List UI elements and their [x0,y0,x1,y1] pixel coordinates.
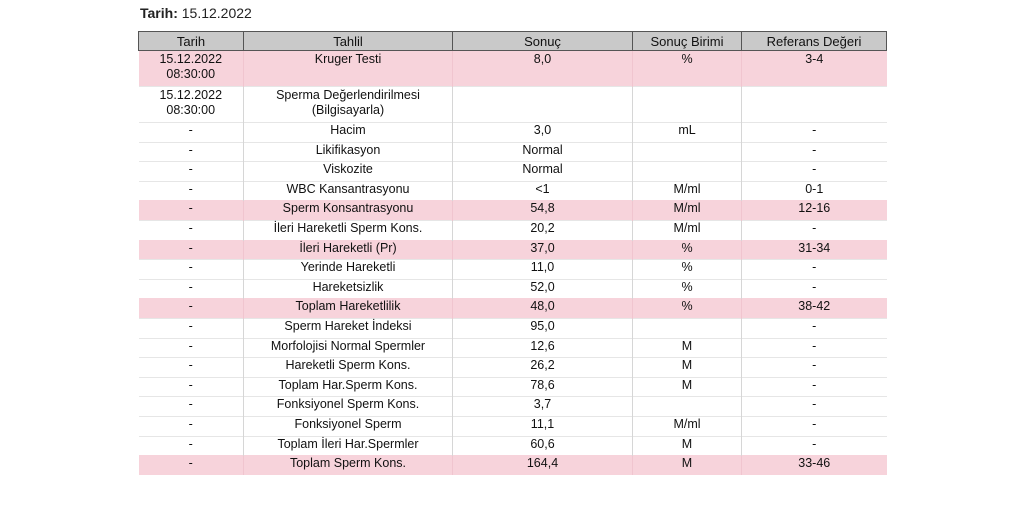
results-table [138,31,887,475]
cell-date [139,377,244,397]
cell-test [244,318,453,338]
cell-reference: - [742,377,887,397]
table-row [139,162,887,182]
cell-unit: % [633,240,742,260]
cell-result: 54,8 [453,201,633,221]
column-header-unit: Sonuç Birimi [633,32,742,51]
cell-date-value: - [188,260,193,275]
cell-test [244,456,453,475]
cell-date-value: - [188,142,193,157]
cell-test-name: Toplam Sperm Kons. [289,456,407,471]
table-row [139,220,887,240]
cell-date-value: - [188,299,193,314]
cell-test [244,299,453,319]
cell-result: 52,0 [453,279,633,299]
cell-reference: - [742,162,887,182]
cell-date-value: - [188,279,193,294]
cell-test [244,181,453,201]
cell-date [139,87,244,123]
cell-reference: - [742,338,887,358]
cell-test-name: Yerinde Hareketli [300,260,396,275]
cell-date-value: - [188,181,193,196]
cell-result: 11,1 [453,416,633,436]
cell-date [139,142,244,162]
cell-test-name: İleri Hareketli (Pr) [299,240,397,255]
table-row [139,397,887,417]
cell-reference: - [742,318,887,338]
cell-date [139,220,244,240]
cell-reference: 33-46 [742,456,887,475]
cell-time-value: 08:30:00 [166,103,216,117]
cell-test-name: Hacim [330,123,366,137]
cell-reference: 12-16 [742,201,887,221]
cell-test-name: Hareketli Sperm Kons. [285,358,411,373]
cell-test [244,162,453,182]
cell-reference: 31-34 [742,240,887,260]
cell-reference: - [742,358,887,378]
cell-result: <1 [453,181,633,201]
cell-reference: - [742,397,887,417]
cell-unit: % [633,51,742,87]
report-date-line [140,5,252,21]
cell-unit: % [633,299,742,319]
cell-test-name: Toplam Hareketlilik [295,299,401,314]
cell-result [453,87,633,123]
cell-unit: mL [633,123,742,143]
cell-date [139,279,244,299]
cell-test-name: Sperm Hareket İndeksi [284,318,412,333]
cell-unit: M/ml [633,181,742,201]
cell-date [139,456,244,475]
cell-test-name: Fonksiyonel Sperm [294,416,402,431]
table-row [139,201,887,221]
cell-result: 3,0 [453,123,633,143]
table-row [139,240,887,260]
table-row [139,456,887,475]
cell-date [139,358,244,378]
cell-test [244,338,453,358]
cell-test-name: Hareketsizlik [312,279,384,294]
cell-result: Normal [453,142,633,162]
column-header-reference: Referans Değeri [742,32,887,51]
cell-result: 8,0 [453,51,633,87]
table-row [139,123,887,143]
cell-test [244,416,453,436]
cell-test-name: İleri Hareketli Sperm Kons. [273,220,423,235]
cell-unit: M [633,436,742,456]
table-row [139,87,887,123]
cell-result: 60,6 [453,436,633,456]
cell-date [139,338,244,358]
cell-test [244,377,453,397]
table-row [139,181,887,201]
cell-unit: % [633,260,742,280]
cell-test-name: Morfolojisi Normal Spermler [270,338,426,353]
cell-test-name: Kruger Testi [314,52,382,66]
column-header-test: Tahlil [244,32,453,51]
table-row [139,377,887,397]
cell-reference: 38-42 [742,299,887,319]
table-row [139,142,887,162]
cell-unit [633,162,742,182]
cell-reference: 3-4 [742,51,887,87]
cell-unit [633,318,742,338]
cell-date-value: - [188,358,193,373]
cell-result: 3,7 [453,397,633,417]
table-row [139,260,887,280]
cell-test [244,436,453,456]
cell-result: 48,0 [453,299,633,319]
cell-unit: % [633,279,742,299]
cell-test [244,220,453,240]
cell-date [139,123,244,143]
table-row [139,318,887,338]
cell-reference: - [742,220,887,240]
cell-time-value: 08:30:00 [166,67,216,81]
cell-test-name: Toplam Har.Sperm Kons. [278,377,418,392]
cell-date [139,181,244,201]
cell-test [244,397,453,417]
cell-date-value: - [188,123,193,137]
cell-unit: M [633,338,742,358]
cell-date [139,201,244,221]
table-row [139,279,887,299]
cell-test [244,240,453,260]
cell-date-value: - [188,201,193,216]
cell-result: 78,6 [453,377,633,397]
table-header-row [139,32,887,51]
cell-date-value: - [188,162,193,177]
cell-date-value: - [188,397,193,412]
report-date-value: 15.12.2022 [181,5,252,21]
cell-date-value: - [188,318,193,333]
cell-date [139,162,244,182]
cell-result: 37,0 [453,240,633,260]
cell-test [244,123,453,143]
cell-date-value: 15.12.2022 [159,88,223,102]
cell-test-name: Fonksiyonel Sperm Kons. [276,397,420,412]
cell-reference: - [742,260,887,280]
cell-date [139,416,244,436]
cell-reference: - [742,436,887,456]
cell-test-name: Sperma Değerlendirilmesi [276,88,420,102]
cell-date [139,397,244,417]
cell-result: 95,0 [453,318,633,338]
cell-unit [633,397,742,417]
cell-result: 164,4 [453,456,633,475]
cell-reference [742,87,887,123]
cell-date [139,436,244,456]
cell-test-name-line2: (Bilgisayarla) [311,103,385,117]
cell-date-value: - [188,456,193,471]
cell-result: 11,0 [453,260,633,280]
cell-reference: - [742,142,887,162]
cell-unit: M/ml [633,416,742,436]
cell-unit: M [633,377,742,397]
table-row [139,416,887,436]
cell-test-name: Likifikasyon [315,142,381,157]
column-header-date: Tarih [139,32,244,51]
cell-date-value: 15.12.2022 [159,52,223,66]
table-row [139,436,887,456]
cell-test-name: Viskozite [323,162,373,177]
table-row [139,338,887,358]
cell-unit [633,142,742,162]
cell-date-value: - [188,338,193,353]
cell-date [139,51,244,87]
cell-unit [633,87,742,123]
cell-reference: - [742,123,887,143]
cell-date-value: - [188,220,193,235]
cell-result: 12,6 [453,338,633,358]
cell-test [244,201,453,221]
cell-date [139,260,244,280]
cell-date-value: - [188,436,193,451]
cell-test [244,279,453,299]
cell-unit: M/ml [633,220,742,240]
cell-date-value: - [188,377,193,392]
column-header-result: Sonuç [453,32,633,51]
table-row [139,51,887,87]
cell-unit: M [633,358,742,378]
cell-date [139,318,244,338]
cell-date [139,240,244,260]
cell-test [244,358,453,378]
report-date-label: Tarih: [140,5,178,21]
cell-result: 26,2 [453,358,633,378]
cell-test [244,142,453,162]
cell-test-name: Sperm Konsantrasyonu [282,201,414,216]
cell-unit: M/ml [633,201,742,221]
cell-reference: 0-1 [742,181,887,201]
cell-result: Normal [453,162,633,182]
cell-test [244,260,453,280]
cell-test-name: WBC Kansantrasyonu [286,181,410,196]
cell-reference: - [742,416,887,436]
results-table-body [139,51,887,475]
cell-test-name: Toplam İleri Har.Spermler [277,436,419,451]
cell-test [244,87,453,123]
cell-date [139,299,244,319]
cell-reference: - [742,279,887,299]
cell-unit: M [633,456,742,475]
cell-date-value: - [188,416,193,431]
cell-test [244,51,453,87]
table-row [139,358,887,378]
table-row [139,299,887,319]
cell-result: 20,2 [453,220,633,240]
cell-date-value: - [188,240,193,255]
